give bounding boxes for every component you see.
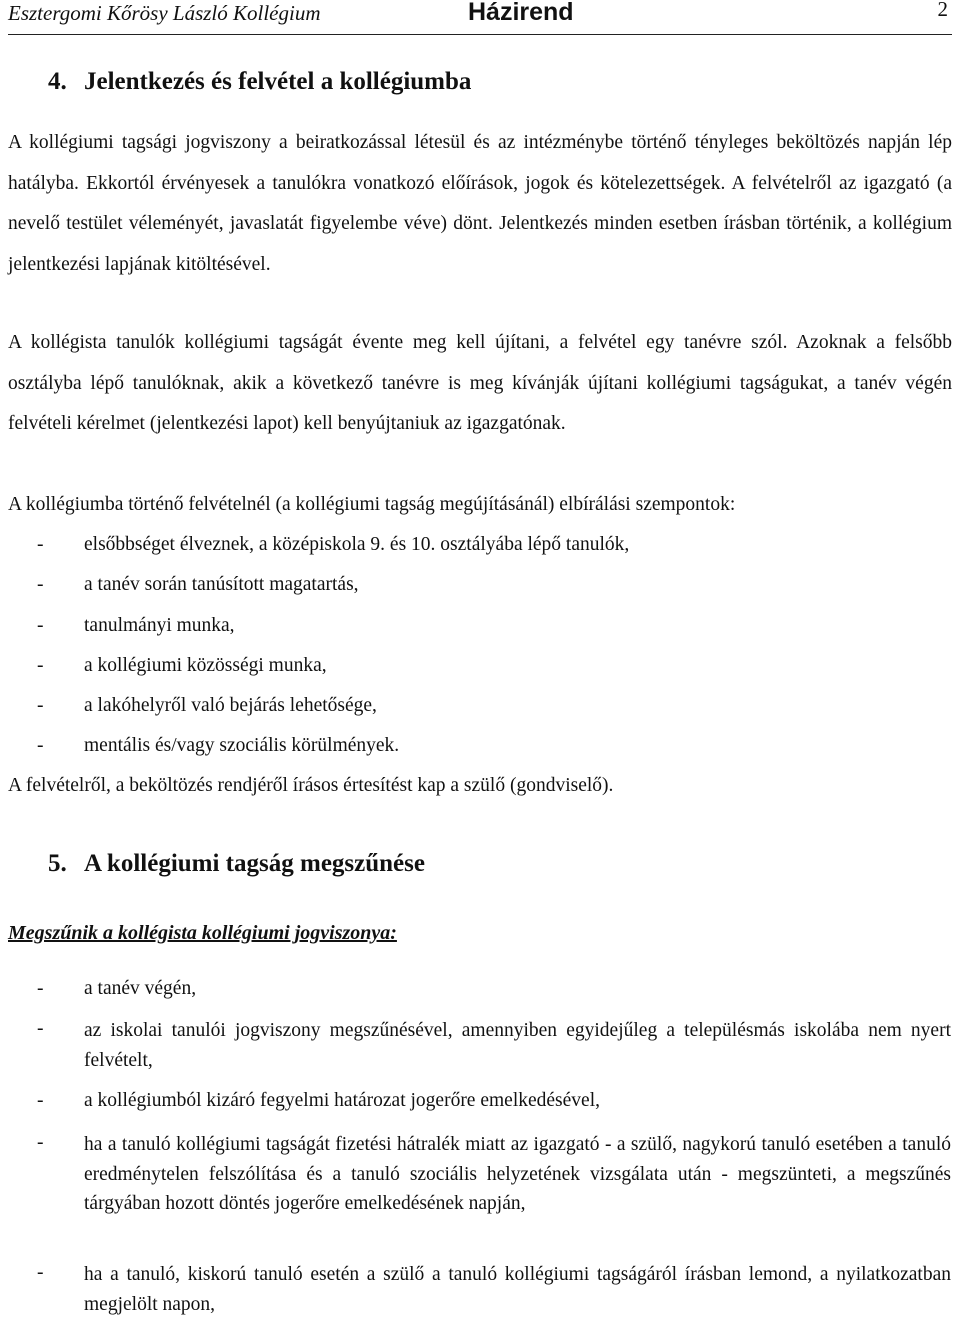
- list-bullet: -: [37, 1018, 44, 1039]
- list-bullet: -: [37, 978, 44, 999]
- section-title: Jelentkezés és felvétel a kollégiumba: [84, 68, 472, 95]
- criteria-intro: A kollégiumba történő felvételnél (a kollégiumi tagság megújításánál) elbírálási szempontok:: [8, 494, 736, 515]
- page-header: [8, 0, 952, 35]
- list-bullet: -: [37, 534, 44, 555]
- section-4-heading: [48, 68, 471, 96]
- section-title: A kollégiumi tagság megszűnése: [84, 850, 425, 877]
- list-item: a tanév végén,: [84, 978, 197, 999]
- document-title: Házirend: [468, 0, 574, 26]
- list-item: tanulmányi munka,: [84, 615, 235, 636]
- list-item: mentális és/vagy szociális körülmények.: [84, 735, 400, 756]
- institution-name: Esztergomi Kőrösy László Kollégium: [8, 1, 321, 25]
- section-number: 4.: [48, 68, 67, 95]
- list-bullet: -: [37, 695, 44, 716]
- list-bullet: -: [37, 735, 44, 756]
- section-number: 5.: [48, 850, 67, 877]
- page-number: 2: [937, 0, 948, 21]
- section-5-heading: [48, 850, 425, 878]
- closing-sentence: A felvételről, a beköltözés rendjéről írásos értesítést kap a szülő (gondviselő).: [8, 775, 614, 796]
- list-bullet: -: [37, 574, 44, 595]
- list-item: ha a tanuló, kiskorú tanuló esetén a szülő a tanuló kollégiumi tagságáról írásban lemond, a nyilatkozatban megjelölt napon,: [84, 1264, 951, 1315]
- list-bullet: -: [37, 1262, 44, 1283]
- list-bullet: -: [37, 615, 44, 636]
- paragraph: A kollégista tanulók kollégiumi tagságát évente meg kell újítani, a felvétel egy tanévre szól. Azoknak a felsőbb osztályba lépő tanulóknak, akik a következő tanévre is meg kívánják újítani kollégiumi tagságukat, a tanév végén felvételi kérelmet (jelentkezési lapot) kell benyújtaniuk az igazgatónak.: [8, 332, 952, 434]
- subheading: Megszűnik a kollégista kollégiumi jogviszonya:: [8, 922, 397, 944]
- list-bullet: -: [37, 655, 44, 676]
- list-item: ha a tanuló kollégiumi tagságát fizetési hátralék miatt az igazgató - a szülő, nagykorú tanuló esetében a tanuló eredménytelen felszólítása és a tanuló szociális helyzetének vizsgálata után - megszünteti, a megszűnés tárgyában hozott döntés jogerőre emelkedésének napján,: [84, 1134, 951, 1214]
- list-item: a kollégiumból kizáró fegyelmi határozat jogerőre emelkedésével,: [84, 1090, 600, 1111]
- list-bullet: -: [37, 1132, 44, 1153]
- list-item: a kollégiumi közösségi munka,: [84, 655, 327, 676]
- list-item: az iskolai tanulói jogviszony megszűnésével, amennyiben egyidejűleg a településmás iskolába nem nyert felvételt,: [84, 1020, 951, 1071]
- list-item: a lakóhelyről való bejárás lehetősége,: [84, 695, 377, 716]
- paragraph: A kollégiumi tagsági jogviszony a beiratkozással létesül és az intézménybe történő tényleges beköltözés napján lép hatályba. Ekkortól érvényesek a tanulókra vonatkozó előírások, jogok és kötelezettségek. A felvételről az igazgató (a nevelő testület véleményét, javaslatát figyelembe véve) dönt. Jelentkezés minden esetben írásban történik, a kollégium jelentkezési lapjának kitöltésével.: [8, 132, 952, 275]
- list-item: elsőbbséget élveznek, a középiskola 9. és 10. osztályába lépő tanulók,: [84, 534, 630, 555]
- list-bullet: -: [37, 1090, 44, 1111]
- list-item: a tanév során tanúsított magatartás,: [84, 574, 359, 595]
